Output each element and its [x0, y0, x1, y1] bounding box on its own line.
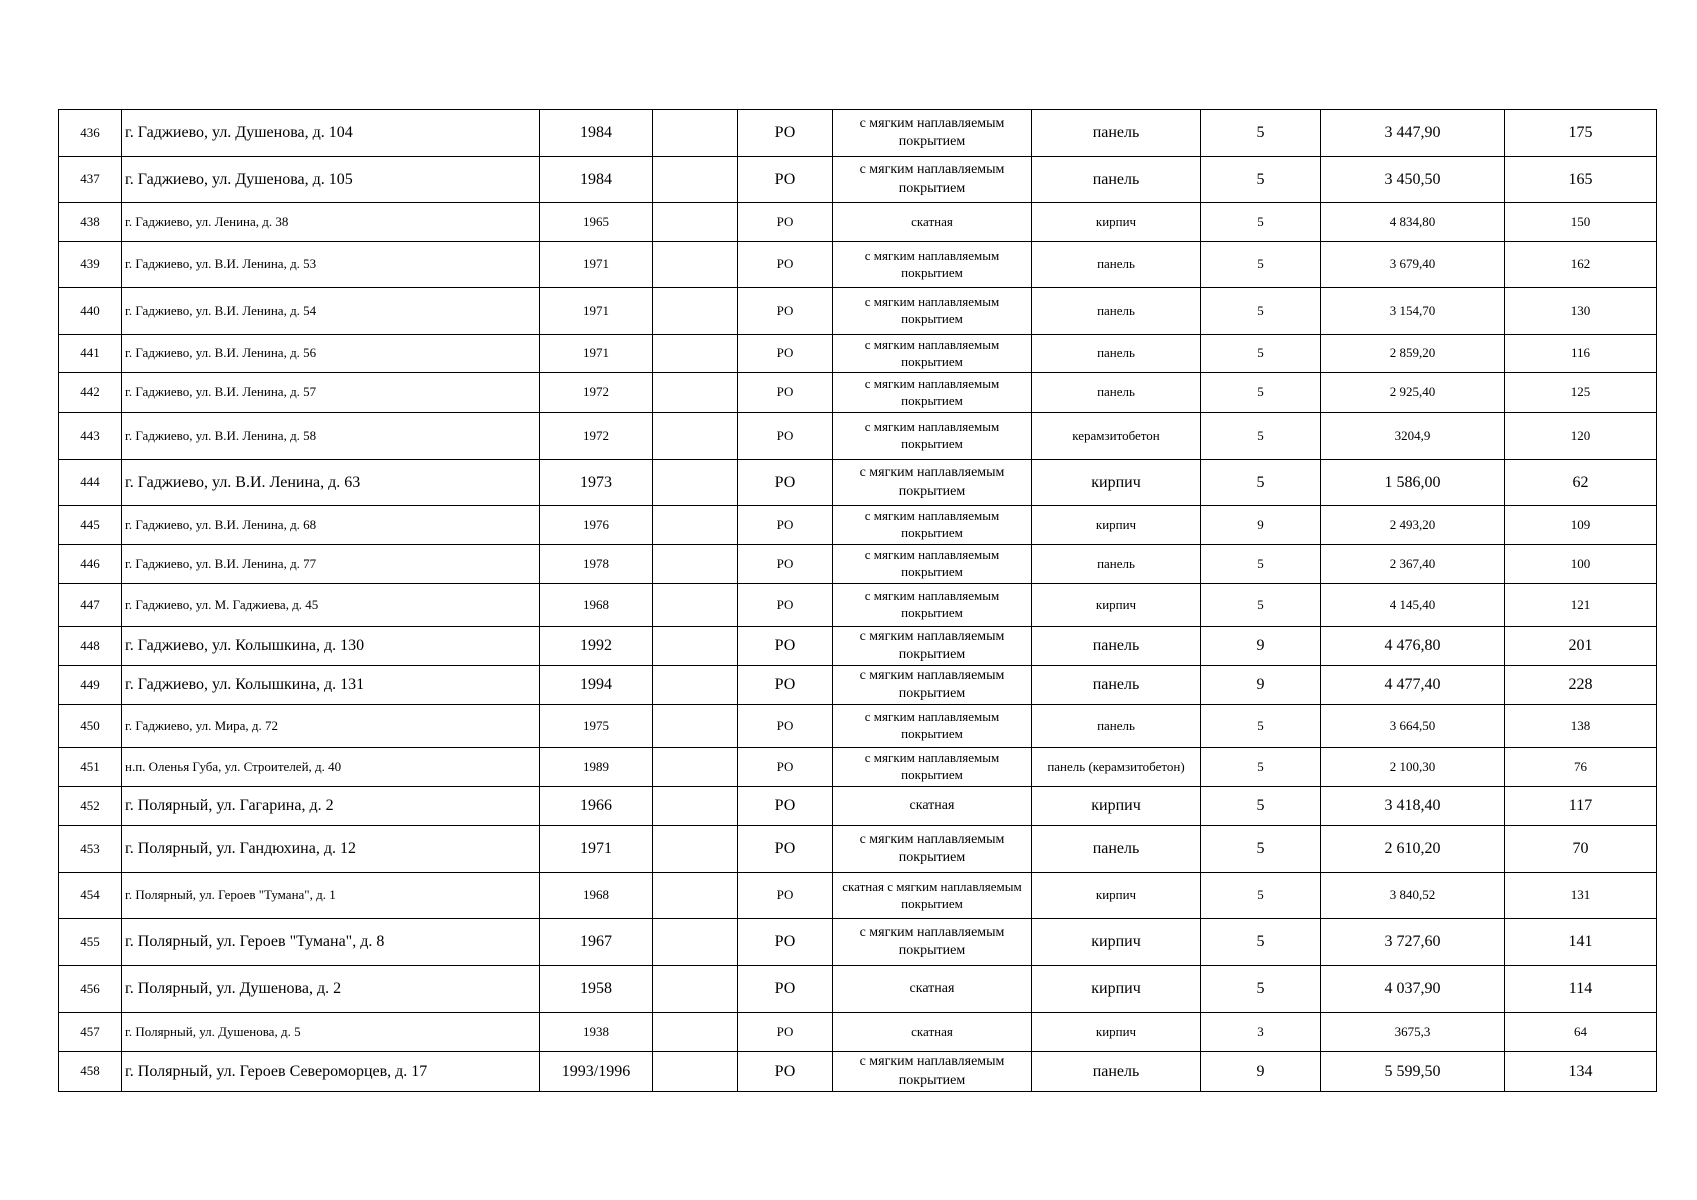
- cell-year-built: 1971: [540, 242, 653, 288]
- cell-year-built: 1993/1996: [540, 1052, 653, 1092]
- cell-floors: 3: [1201, 1013, 1321, 1052]
- cell-empty: [653, 157, 738, 203]
- cell-year-built: 1994: [540, 666, 653, 705]
- cell-row-number: 451: [59, 748, 122, 787]
- cell-address: г. Гаджиево, ул. В.И. Ленина, д. 54: [122, 288, 540, 335]
- cell-ro: РО: [738, 157, 833, 203]
- cell-empty: [653, 1013, 738, 1052]
- cell-roof-type: скатная: [833, 787, 1032, 826]
- cell-area: 2 367,40: [1321, 545, 1505, 584]
- cell-empty: [653, 373, 738, 413]
- cell-year-built: 1967: [540, 919, 653, 966]
- cell-address: г. Полярный, ул. Героев Североморцев, д. 17: [122, 1052, 540, 1092]
- cell-area: 3 840,52: [1321, 873, 1505, 919]
- table-row: [59, 373, 1657, 413]
- cell-floors: 5: [1201, 705, 1321, 748]
- cell-year-built: 1973: [540, 460, 653, 506]
- cell-address: г. Полярный, ул. Героев "Тумана", д. 8: [122, 919, 540, 966]
- cell-year-built: 1938: [540, 1013, 653, 1052]
- table-row: [59, 873, 1657, 919]
- cell-row-number: 445: [59, 506, 122, 545]
- cell-residents: 109: [1505, 506, 1657, 545]
- table-row: [59, 203, 1657, 242]
- cell-ro: РО: [738, 873, 833, 919]
- cell-area: 3 664,50: [1321, 705, 1505, 748]
- cell-wall-material: кирпич: [1032, 506, 1201, 545]
- cell-address: г. Полярный, ул. Героев "Тумана", д. 1: [122, 873, 540, 919]
- cell-wall-material: панель: [1032, 545, 1201, 584]
- cell-residents: 64: [1505, 1013, 1657, 1052]
- cell-residents: 131: [1505, 873, 1657, 919]
- cell-roof-type: с мягким наплавляемым покрытием: [833, 110, 1032, 157]
- cell-address: г. Гаджиево, ул. Мира, д. 72: [122, 705, 540, 748]
- cell-row-number: 439: [59, 242, 122, 288]
- cell-address: г. Полярный, ул. Гандюхина, д. 12: [122, 826, 540, 873]
- cell-row-number: 450: [59, 705, 122, 748]
- cell-area: 3 447,90: [1321, 110, 1505, 157]
- cell-ro: РО: [738, 1052, 833, 1092]
- cell-address: г. Гаджиево, ул. В.И. Ленина, д. 57: [122, 373, 540, 413]
- cell-ro: РО: [738, 110, 833, 157]
- cell-ro: РО: [738, 584, 833, 627]
- cell-row-number: 443: [59, 413, 122, 460]
- cell-empty: [653, 919, 738, 966]
- cell-row-number: 447: [59, 584, 122, 627]
- cell-area: 2 859,20: [1321, 335, 1505, 373]
- cell-empty: [653, 627, 738, 666]
- cell-residents: 62: [1505, 460, 1657, 506]
- cell-empty: [653, 506, 738, 545]
- cell-row-number: 455: [59, 919, 122, 966]
- cell-roof-type: скатная: [833, 1013, 1032, 1052]
- table-row: [59, 413, 1657, 460]
- cell-row-number: 456: [59, 966, 122, 1013]
- cell-wall-material: панель: [1032, 373, 1201, 413]
- cell-area: 3 727,60: [1321, 919, 1505, 966]
- cell-address: г. Полярный, ул. Гагарина, д. 2: [122, 787, 540, 826]
- cell-residents: 116: [1505, 335, 1657, 373]
- cell-empty: [653, 460, 738, 506]
- cell-row-number: 442: [59, 373, 122, 413]
- cell-year-built: 1984: [540, 110, 653, 157]
- cell-ro: РО: [738, 1013, 833, 1052]
- table-row: [59, 460, 1657, 506]
- cell-address: г. Гаджиево, ул. В.И. Ленина, д. 58: [122, 413, 540, 460]
- cell-roof-type: с мягким наплавляемым покрытием: [833, 373, 1032, 413]
- cell-floors: 5: [1201, 335, 1321, 373]
- cell-empty: [653, 288, 738, 335]
- cell-floors: 5: [1201, 873, 1321, 919]
- cell-ro: РО: [738, 545, 833, 584]
- cell-area: 2 100,30: [1321, 748, 1505, 787]
- cell-year-built: 1971: [540, 826, 653, 873]
- cell-wall-material: панель: [1032, 157, 1201, 203]
- cell-floors: 5: [1201, 584, 1321, 627]
- cell-roof-type: с мягким наплавляемым покрытием: [833, 748, 1032, 787]
- cell-empty: [653, 748, 738, 787]
- cell-floors: 5: [1201, 919, 1321, 966]
- cell-row-number: 457: [59, 1013, 122, 1052]
- cell-address: г. Гаджиево, ул. Душенова, д. 104: [122, 110, 540, 157]
- cell-wall-material: кирпич: [1032, 1013, 1201, 1052]
- cell-residents: 141: [1505, 919, 1657, 966]
- cell-roof-type: с мягким наплавляемым покрытием: [833, 288, 1032, 335]
- cell-roof-type: с мягким наплавляемым покрытием: [833, 413, 1032, 460]
- cell-year-built: 1971: [540, 335, 653, 373]
- cell-wall-material: панель (керамзитобетон): [1032, 748, 1201, 787]
- cell-address: г. Полярный, ул. Душенова, д. 2: [122, 966, 540, 1013]
- cell-floors: 5: [1201, 460, 1321, 506]
- cell-floors: 5: [1201, 787, 1321, 826]
- cell-address: г. Гаджиево, ул. В.И. Ленина, д. 68: [122, 506, 540, 545]
- cell-roof-type: с мягким наплавляемым покрытием: [833, 335, 1032, 373]
- cell-area: 1 586,00: [1321, 460, 1505, 506]
- cell-wall-material: кирпич: [1032, 203, 1201, 242]
- cell-residents: 76: [1505, 748, 1657, 787]
- cell-empty: [653, 242, 738, 288]
- cell-floors: 9: [1201, 506, 1321, 545]
- cell-residents: 114: [1505, 966, 1657, 1013]
- cell-wall-material: кирпич: [1032, 460, 1201, 506]
- cell-area: 3 679,40: [1321, 242, 1505, 288]
- cell-address: г. Гаджиево, ул. Колышкина, д. 131: [122, 666, 540, 705]
- table-row: [59, 242, 1657, 288]
- cell-residents: 121: [1505, 584, 1657, 627]
- table-row: [59, 1052, 1657, 1092]
- cell-area: 3204,9: [1321, 413, 1505, 460]
- cell-year-built: 1968: [540, 873, 653, 919]
- cell-empty: [653, 787, 738, 826]
- cell-residents: 125: [1505, 373, 1657, 413]
- cell-area: 3675,3: [1321, 1013, 1505, 1052]
- cell-floors: 5: [1201, 288, 1321, 335]
- cell-year-built: 1972: [540, 413, 653, 460]
- cell-ro: РО: [738, 413, 833, 460]
- cell-wall-material: кирпич: [1032, 787, 1201, 826]
- cell-area: 5 599,50: [1321, 1052, 1505, 1092]
- table-row: [59, 705, 1657, 748]
- cell-residents: 162: [1505, 242, 1657, 288]
- cell-empty: [653, 584, 738, 627]
- cell-ro: РО: [738, 373, 833, 413]
- cell-ro: РО: [738, 335, 833, 373]
- cell-address: г. Гаджиево, ул. В.И. Ленина, д. 63: [122, 460, 540, 506]
- cell-residents: 228: [1505, 666, 1657, 705]
- cell-row-number: 436: [59, 110, 122, 157]
- cell-floors: 5: [1201, 157, 1321, 203]
- cell-floors: 9: [1201, 627, 1321, 666]
- cell-empty: [653, 705, 738, 748]
- cell-address: г. Гаджиево, ул. В.И. Ленина, д. 56: [122, 335, 540, 373]
- cell-year-built: 1984: [540, 157, 653, 203]
- cell-year-built: 1972: [540, 373, 653, 413]
- cell-year-built: 1989: [540, 748, 653, 787]
- cell-roof-type: с мягким наплавляемым покрытием: [833, 242, 1032, 288]
- cell-empty: [653, 335, 738, 373]
- cell-ro: РО: [738, 826, 833, 873]
- cell-roof-type: с мягким наплавляемым покрытием: [833, 826, 1032, 873]
- cell-wall-material: кирпич: [1032, 966, 1201, 1013]
- cell-roof-type: с мягким наплавляемым покрытием: [833, 584, 1032, 627]
- cell-residents: 130: [1505, 288, 1657, 335]
- cell-wall-material: кирпич: [1032, 584, 1201, 627]
- cell-wall-material: панель: [1032, 335, 1201, 373]
- cell-wall-material: кирпич: [1032, 873, 1201, 919]
- table-row: [59, 666, 1657, 705]
- cell-floors: 5: [1201, 413, 1321, 460]
- cell-ro: РО: [738, 919, 833, 966]
- cell-wall-material: панель: [1032, 288, 1201, 335]
- cell-ro: РО: [738, 460, 833, 506]
- cell-residents: 175: [1505, 110, 1657, 157]
- cell-floors: 9: [1201, 666, 1321, 705]
- cell-year-built: 1976: [540, 506, 653, 545]
- cell-year-built: 1966: [540, 787, 653, 826]
- cell-wall-material: панель: [1032, 627, 1201, 666]
- table-row: [59, 110, 1657, 157]
- cell-address: г. Полярный, ул. Душенова, д. 5: [122, 1013, 540, 1052]
- cell-area: 4 476,80: [1321, 627, 1505, 666]
- cell-roof-type: с мягким наплавляемым покрытием: [833, 460, 1032, 506]
- cell-wall-material: панель: [1032, 242, 1201, 288]
- cell-row-number: 441: [59, 335, 122, 373]
- cell-area: 2 493,20: [1321, 506, 1505, 545]
- cell-ro: РО: [738, 288, 833, 335]
- cell-wall-material: панель: [1032, 705, 1201, 748]
- cell-address: г. Гаджиево, ул. М. Гаджиева, д. 45: [122, 584, 540, 627]
- cell-row-number: 437: [59, 157, 122, 203]
- cell-wall-material: панель: [1032, 1052, 1201, 1092]
- cell-roof-type: с мягким наплавляемым покрытием: [833, 157, 1032, 203]
- cell-floors: 5: [1201, 373, 1321, 413]
- cell-floors: 5: [1201, 110, 1321, 157]
- cell-ro: РО: [738, 203, 833, 242]
- cell-floors: 5: [1201, 826, 1321, 873]
- cell-residents: 165: [1505, 157, 1657, 203]
- cell-floors: 5: [1201, 242, 1321, 288]
- cell-row-number: 446: [59, 545, 122, 584]
- table-row: [59, 627, 1657, 666]
- cell-row-number: 449: [59, 666, 122, 705]
- cell-floors: 5: [1201, 545, 1321, 584]
- cell-ro: РО: [738, 666, 833, 705]
- table-row: [59, 335, 1657, 373]
- cell-residents: 201: [1505, 627, 1657, 666]
- cell-ro: РО: [738, 627, 833, 666]
- table-row: [59, 826, 1657, 873]
- cell-address: г. Гаджиево, ул. Колышкина, д. 130: [122, 627, 540, 666]
- cell-roof-type: с мягким наплавляемым покрытием: [833, 506, 1032, 545]
- cell-empty: [653, 966, 738, 1013]
- cell-row-number: 440: [59, 288, 122, 335]
- cell-roof-type: с мягким наплавляемым покрытием: [833, 1052, 1032, 1092]
- cell-row-number: 454: [59, 873, 122, 919]
- cell-row-number: 438: [59, 203, 122, 242]
- cell-empty: [653, 873, 738, 919]
- table-row: [59, 545, 1657, 584]
- cell-residents: 70: [1505, 826, 1657, 873]
- cell-roof-type: с мягким наплавляемым покрытием: [833, 545, 1032, 584]
- cell-wall-material: панель: [1032, 110, 1201, 157]
- cell-year-built: 1971: [540, 288, 653, 335]
- cell-row-number: 448: [59, 627, 122, 666]
- cell-ro: РО: [738, 966, 833, 1013]
- table-body: [59, 110, 1657, 1092]
- cell-address: г. Гаджиево, ул. Ленина, д. 38: [122, 203, 540, 242]
- cell-ro: РО: [738, 787, 833, 826]
- cell-wall-material: панель: [1032, 666, 1201, 705]
- table-row: [59, 157, 1657, 203]
- cell-wall-material: панель: [1032, 826, 1201, 873]
- table-row: [59, 748, 1657, 787]
- cell-roof-type: скатная с мягким наплавляемым покрытием: [833, 873, 1032, 919]
- cell-year-built: 1958: [540, 966, 653, 1013]
- cell-year-built: 1968: [540, 584, 653, 627]
- cell-roof-type: с мягким наплавляемым покрытием: [833, 666, 1032, 705]
- cell-area: 2 610,20: [1321, 826, 1505, 873]
- cell-ro: РО: [738, 242, 833, 288]
- cell-empty: [653, 1052, 738, 1092]
- cell-residents: 138: [1505, 705, 1657, 748]
- cell-year-built: 1992: [540, 627, 653, 666]
- cell-address: н.п. Оленья Губа, ул. Строителей, д. 40: [122, 748, 540, 787]
- cell-empty: [653, 826, 738, 873]
- cell-roof-type: с мягким наплавляемым покрытием: [833, 627, 1032, 666]
- cell-address: г. Гаджиево, ул. Душенова, д. 105: [122, 157, 540, 203]
- cell-floors: 9: [1201, 1052, 1321, 1092]
- cell-empty: [653, 203, 738, 242]
- table-row: [59, 1013, 1657, 1052]
- cell-roof-type: с мягким наплавляемым покрытием: [833, 919, 1032, 966]
- table-row: [59, 919, 1657, 966]
- cell-year-built: 1975: [540, 705, 653, 748]
- table-row: [59, 506, 1657, 545]
- cell-area: 4 145,40: [1321, 584, 1505, 627]
- cell-ro: РО: [738, 506, 833, 545]
- cell-row-number: 452: [59, 787, 122, 826]
- cell-address: г. Гаджиево, ул. В.И. Ленина, д. 77: [122, 545, 540, 584]
- cell-residents: 117: [1505, 787, 1657, 826]
- cell-residents: 134: [1505, 1052, 1657, 1092]
- cell-ro: РО: [738, 705, 833, 748]
- cell-row-number: 444: [59, 460, 122, 506]
- cell-empty: [653, 110, 738, 157]
- cell-area: 4 834,80: [1321, 203, 1505, 242]
- cell-area: 4 477,40: [1321, 666, 1505, 705]
- cell-row-number: 458: [59, 1052, 122, 1092]
- table-row: [59, 288, 1657, 335]
- cell-area: 3 154,70: [1321, 288, 1505, 335]
- table-row: [59, 787, 1657, 826]
- cell-floors: 5: [1201, 203, 1321, 242]
- cell-area: 3 418,40: [1321, 787, 1505, 826]
- table-row: [59, 584, 1657, 627]
- cell-empty: [653, 666, 738, 705]
- cell-residents: 150: [1505, 203, 1657, 242]
- cell-residents: 100: [1505, 545, 1657, 584]
- cell-area: 3 450,50: [1321, 157, 1505, 203]
- cell-row-number: 453: [59, 826, 122, 873]
- cell-roof-type: с мягким наплавляемым покрытием: [833, 705, 1032, 748]
- cell-wall-material: керамзитобетон: [1032, 413, 1201, 460]
- cell-floors: 5: [1201, 748, 1321, 787]
- cell-address: г. Гаджиево, ул. В.И. Ленина, д. 53: [122, 242, 540, 288]
- cell-empty: [653, 413, 738, 460]
- cell-residents: 120: [1505, 413, 1657, 460]
- table-row: [59, 966, 1657, 1013]
- cell-year-built: 1978: [540, 545, 653, 584]
- cell-year-built: 1965: [540, 203, 653, 242]
- housing-registry-table: [58, 109, 1657, 1092]
- cell-area: 2 925,40: [1321, 373, 1505, 413]
- cell-empty: [653, 545, 738, 584]
- cell-roof-type: скатная: [833, 966, 1032, 1013]
- cell-roof-type: скатная: [833, 203, 1032, 242]
- cell-wall-material: кирпич: [1032, 919, 1201, 966]
- cell-ro: РО: [738, 748, 833, 787]
- cell-area: 4 037,90: [1321, 966, 1505, 1013]
- cell-floors: 5: [1201, 966, 1321, 1013]
